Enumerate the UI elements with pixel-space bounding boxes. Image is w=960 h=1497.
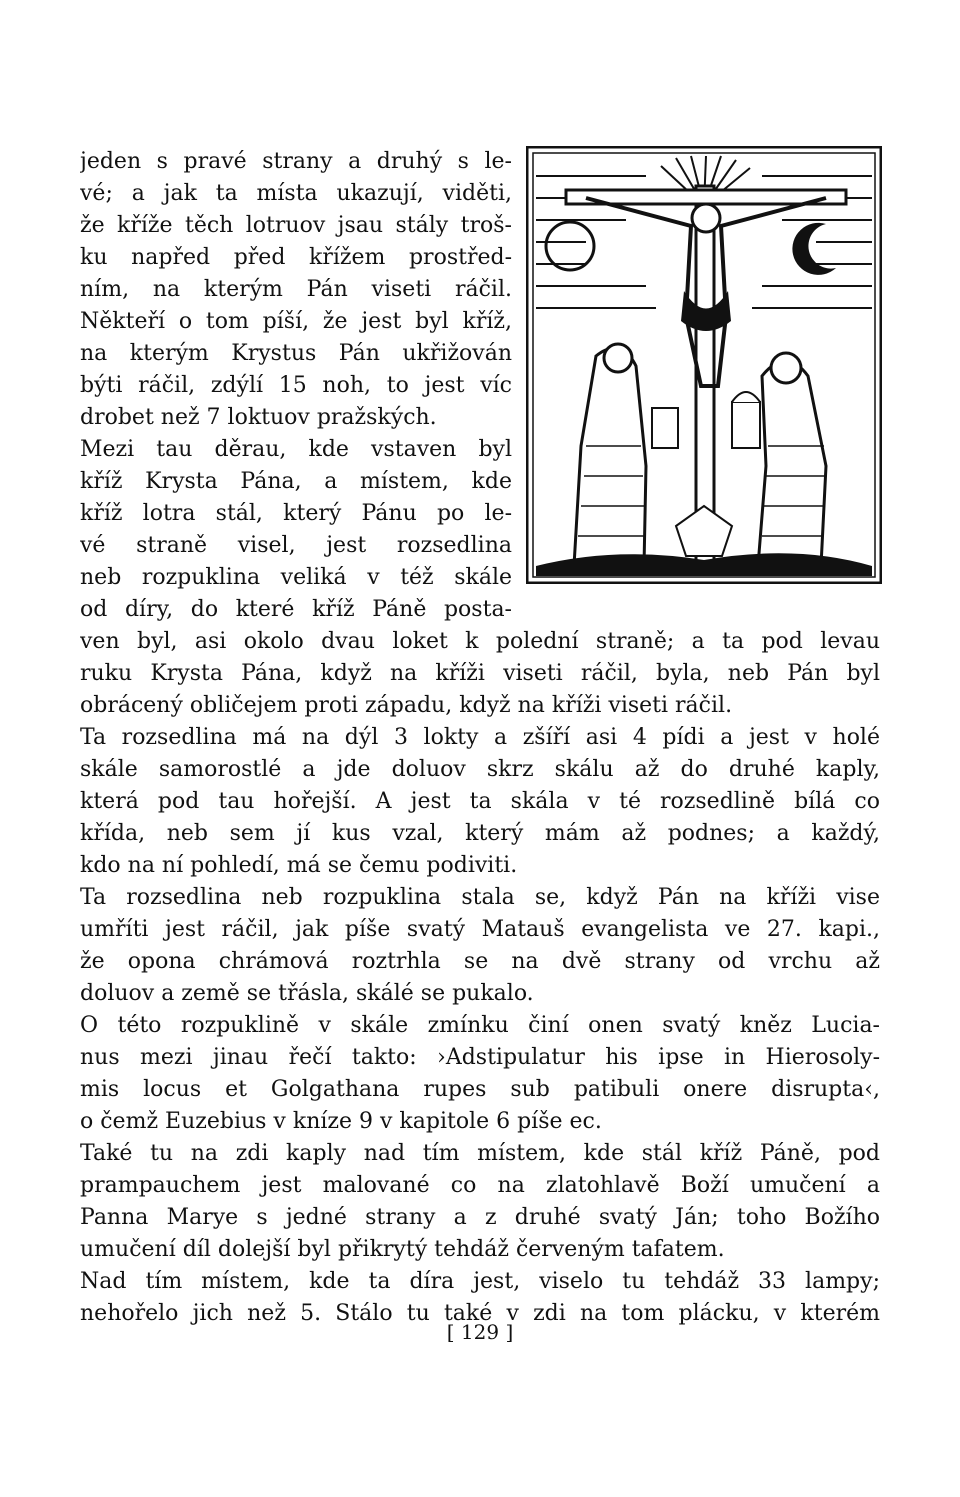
text-line: od díry, do které kříž Páně posta- — [80, 597, 512, 622]
page-number: [ 129 ] — [446, 1320, 514, 1344]
text-line: kříž Krysta Pána, a místem, kde — [80, 469, 512, 494]
woodcut-crucifixion-illustration — [526, 146, 882, 584]
text-line: nus mezi jinau řečí takto: ›Adstipulatur his ipse in Hierosoly- — [80, 1045, 880, 1070]
text-line: obrácený obličejem proti západu, když na kříži viseti ráčil. — [80, 693, 733, 718]
text-line: neb rozpuklina veliká v též skále — [80, 565, 512, 590]
crucifixion-icon — [526, 146, 882, 584]
text-line: nehořelo jich než 5. Stálo tu také v zdi na tom plácku, v kterém — [80, 1301, 880, 1326]
text-line: mis locus et Golgathana rupes sub patibuli onere disrupta‹, — [80, 1077, 880, 1102]
text-line: že kříže těch lotruov jsau stály troš- — [80, 213, 512, 238]
text-line: ním, na kterým Pán viseti ráčil. — [80, 277, 512, 302]
text-line: Ta rozsedlina neb rozpuklina stala se, když Pán na kříži vise — [80, 885, 880, 910]
text-line: umříti jest ráčil, jak píše svatý Matauš evangelista ve 27. kapi., — [80, 917, 880, 942]
text-line: Někteří o tom píší, že jest byl kříž, — [80, 309, 512, 334]
text-line: drobet než 7 loktuov pražských. — [80, 405, 437, 430]
text-line: O této rozpuklině v skále zmínku činí onen svatý kněz Lucia- — [80, 1013, 880, 1038]
text-line: která pod tau hořejší. A jest ta skála v té rozsedlině bílá co — [80, 789, 880, 814]
text-line: Ta rozsedlina má na dýl 3 lokty a zšíří asi 4 pídi a jest v holé — [80, 725, 880, 750]
text-line: Nad tím místem, kde ta díra jest, viselo tu tehdáž 33 lampy; — [80, 1269, 880, 1294]
text-line: Také tu na zdi kaply nad tím místem, kde stál kříž Páně, pod — [80, 1141, 880, 1166]
text-line: vé; a jak ta místa ukazují, viděti, — [80, 181, 512, 206]
text-line: kdo na ní pohledí, má se čemu podiviti. — [80, 853, 518, 878]
text-line: skále samorostlé a jde doluov skrz skálu až do druhé kaply, — [80, 757, 880, 782]
text-line: Mezi tau děrau, kde vstaven byl — [80, 437, 512, 462]
text-line: křída, neb sem jí kus vzal, který mám až podnes; a každý, — [80, 821, 880, 846]
text-line: ruku Krysta Pána, když na kříži viseti ráčil, byla, neb Pán byl — [80, 661, 880, 686]
text-line: vé straně visel, jest rozsedlina — [80, 533, 512, 558]
text-line: ven byl, asi okolo dvau loket k polední straně; a ta pod levau — [80, 629, 880, 654]
text-line: na kterým Krystus Pán ukřižován — [80, 341, 512, 366]
text-line: jeden s pravé strany a druhý s le- — [80, 149, 512, 174]
text-line: o čemž Euzebius v kníze 9 v kapitole 6 píše ec. — [80, 1109, 602, 1134]
text-line: Panna Marye s jedné strany a z druhé svatý Ján; toho Božího — [80, 1205, 880, 1230]
text-line: umučení díl dolejší byl přikrytý tehdáž červeným tafatem. — [80, 1237, 725, 1262]
text-line: prampauchem jest malované co na zlatohlavě Boží umučení a — [80, 1173, 880, 1198]
text-line: kříž lotra stál, který Pánu po le- — [80, 501, 512, 526]
text-line: ku napřed před křížem prostřed- — [80, 245, 512, 270]
text-line: doluov a země se třásla, skálé se pukalo. — [80, 981, 534, 1006]
text-line: býti ráčil, zdýlí 15 noh, to jest víc — [80, 373, 512, 398]
text-line: že opona chrámová roztrhla se na dvě strany od vrchu až — [80, 949, 880, 974]
